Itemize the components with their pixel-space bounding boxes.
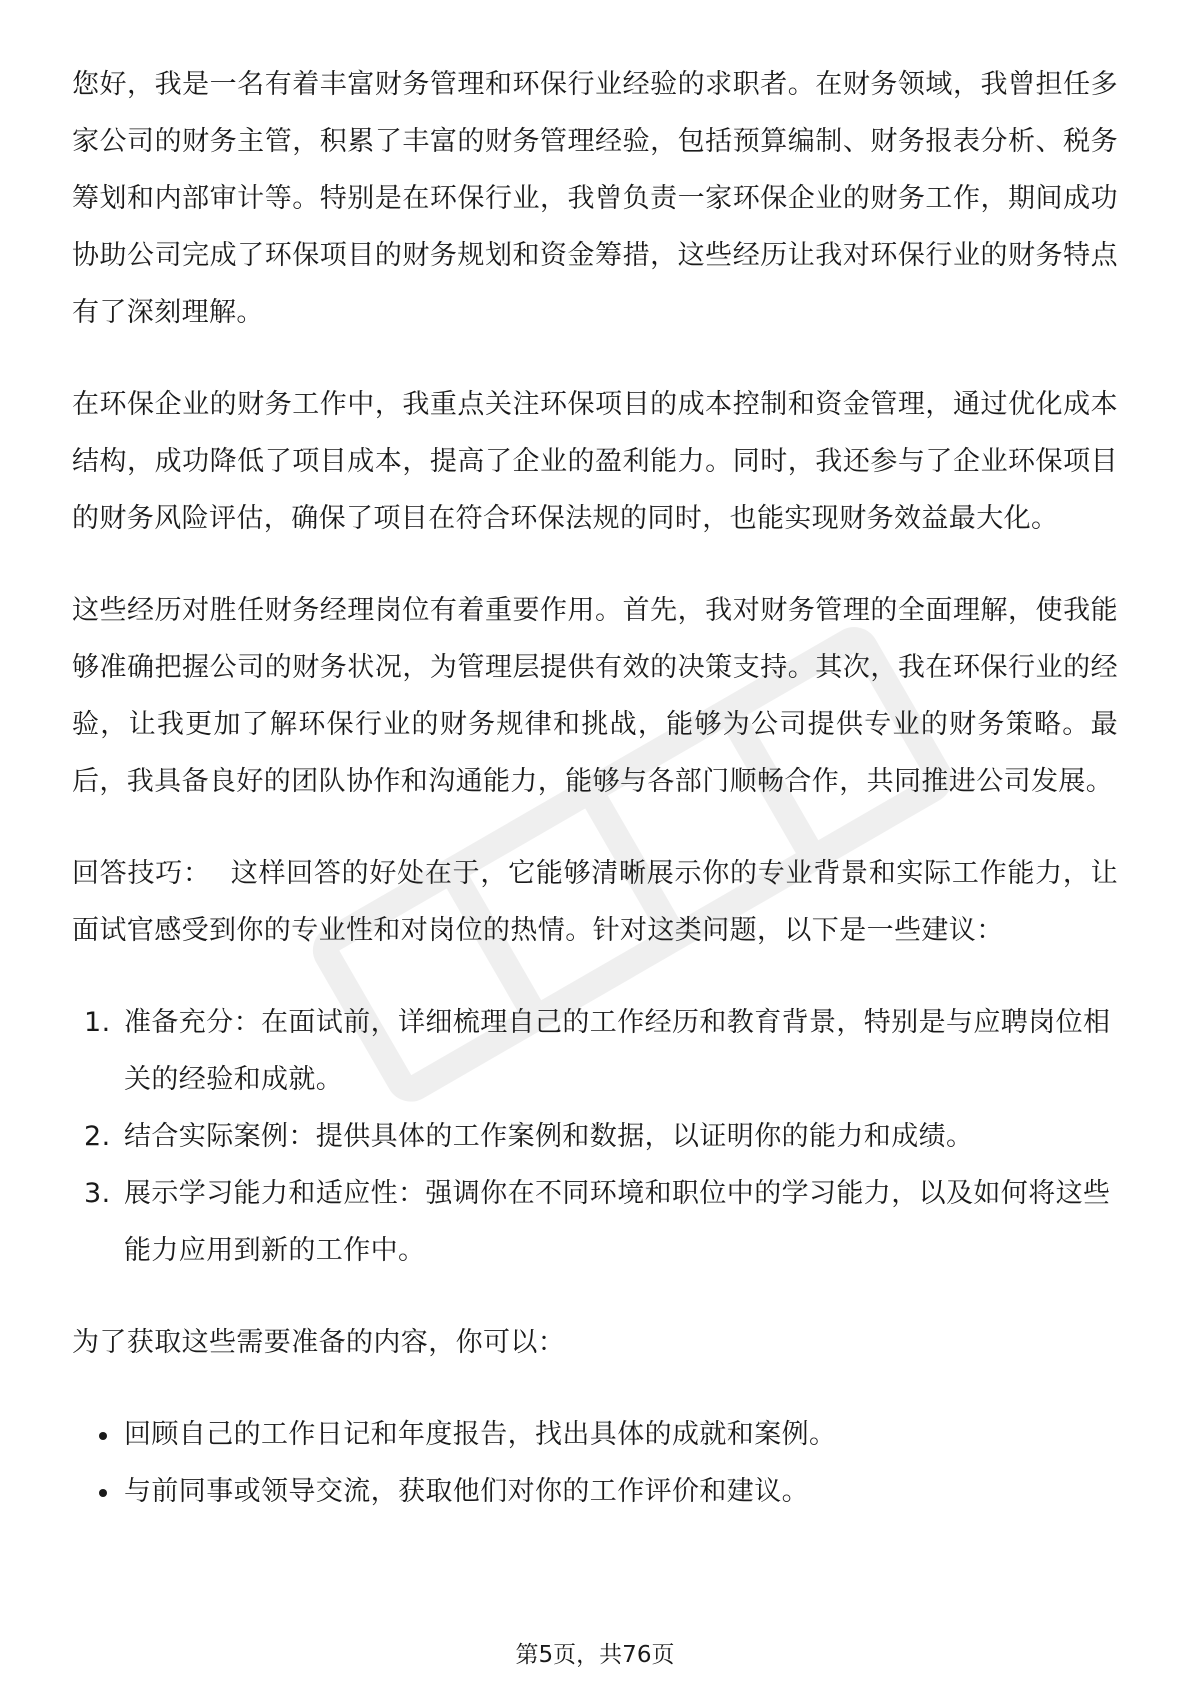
list-item-text: 准备充分：在面试前，详细梳理自己的工作经历和教育背景，特别是与应聘岗位相关的经验和成就。 [124,1007,1111,1095]
list-item-number: 3. [84,1178,111,1209]
paragraph-experience: 在环保企业的财务工作中，我重点关注环保项目的成本控制和资金管理，通过优化成本结构，成功降低了项目成本，提高了企业的盈利能力。同时，我还参与了企业环保项目的财务风险评估，确保了项目在符合环保法规的同时，也能实现财务效益最大化。 [72,389,1118,534]
list-item-text: 与前同事或领导交流，获取他们对你的工作评价和建议。 [124,1476,809,1507]
answer-tips-text: 这样回答的好处在于，它能够清晰展示你的专业背景和实际工作能力，让面试官感受到你的专业性和对岗位的热情。针对这类问题，以下是一些建议： [72,858,1118,946]
paragraph-intro: 您好，我是一名有着丰富财务管理和环保行业经验的求职者。在财务领域，我曾担任多家公司的财务主管，积累了丰富的财务管理经验，包括预算编制、财务报表分析、税务筹划和内部审计等。特别是在环保行业，我曾负责一家环保企业的财务工作，期间成功协助公司完成了环保项目的财务规划和资金筹措，这些经历让我对环保行业的财务特点有了深刻理解。 [72,69,1118,328]
prepare-list [72,1406,1118,1520]
list-item-text: 展示学习能力和适应性：强调你在不同环境和职位中的学习能力，以及如何将这些能力应用到新的工作中。 [124,1178,1111,1266]
answer-tips-label: 回答技巧： [72,858,211,889]
list-item [72,1165,1118,1279]
paragraph-relevance: 这些经历对胜任财务经理岗位有着重要作用。首先，我对财务管理的全面理解，使我能够准确把握公司的财务状况，为管理层提供有效的决策支持。其次，我在环保行业的经验，让我更加了解环保行业的财务规律和挑战，能够为公司提供专业的财务策略。最后，我具备良好的团队协作和沟通能力，能够与各部门顺畅合作，共同推进公司发展。 [72,595,1118,797]
list-item-number: 1. [84,1007,111,1038]
bullet-icon [99,1432,107,1440]
list-item [72,994,1118,1108]
list-item [72,1108,1118,1165]
bullet-icon [99,1489,107,1497]
list-item-text: 回顾自己的工作日记和年度报告，找出具体的成就和案例。 [124,1419,837,1450]
list-item [72,1463,1118,1520]
suggestion-list [72,994,1118,1279]
list-item-text: 结合实际案例：提供具体的工作案例和数据，以证明你的能力和成绩。 [124,1121,974,1152]
document-body [72,56,1118,1520]
list-item-number: 2. [84,1121,111,1152]
list-item [72,1406,1118,1463]
prepare-intro: 为了获取这些需要准备的内容，你可以： [72,1327,566,1358]
page-number-footer: 第5页，共76页 [515,1642,675,1668]
answer-tips-paragraph [72,845,1118,959]
